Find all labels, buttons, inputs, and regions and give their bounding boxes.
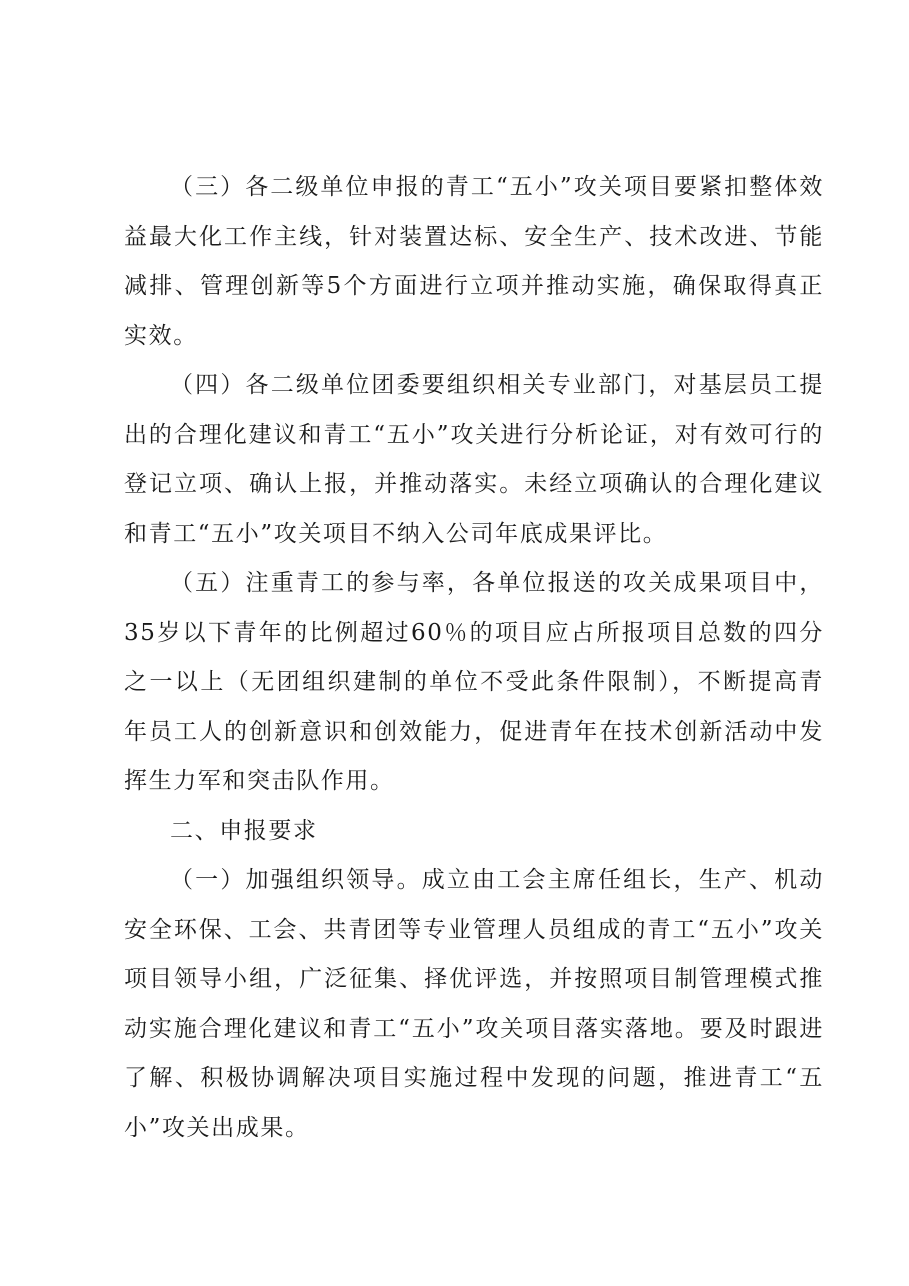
paragraph-section-4: （四）各二级单位团委要组织相关专业部门，对基层员工提出的合理化建议和青工“五小”攻关进行分析论证，对有效可行的登记立项、确认上报，并推动落实。未经立项确认的合理化建议和青工“五小”攻关项目不纳入公司年底成果评比。 [124, 372, 824, 547]
document-body [124, 163, 824, 1153]
paragraph-requirement-1: （一）加强组织领导。成立由工会主席任组长，生产、机动安全环保、工会、共青团等专业管理人员组成的青工“五小”攻关项目领导小组，广泛征集、择优评选，并按照项目制管理模式推动实施合理化建议和青工“五小”攻关项目落实落地。要及时跟进了解、积极协调解决项目实施过程中发现的问题，推进青工“五小”攻关出成果。 [124, 867, 824, 1141]
paragraph-section-5: （五）注重青工的参与率，各单位报送的攻关成果项目中，35岁以下青年的比例超过60％的项目应占所报项目总数的四分之一以上（无团组织建制的单位不受此条件限制），不断提高青年员工人的创新意识和创效能力，促进青年在技术创新活动中发挥生力军和突击队作用。 [124, 570, 824, 794]
paragraph-section-3: （三）各二级单位申报的青工“五小”攻关项目要紧扣整体效益最大化工作主线，针对装置达标、安全生产、技术改进、节能减排、管理创新等5个方面进行立项并推动实施，确保取得真正实效。 [124, 174, 824, 349]
section-heading: 二、申报要求 [170, 817, 318, 844]
